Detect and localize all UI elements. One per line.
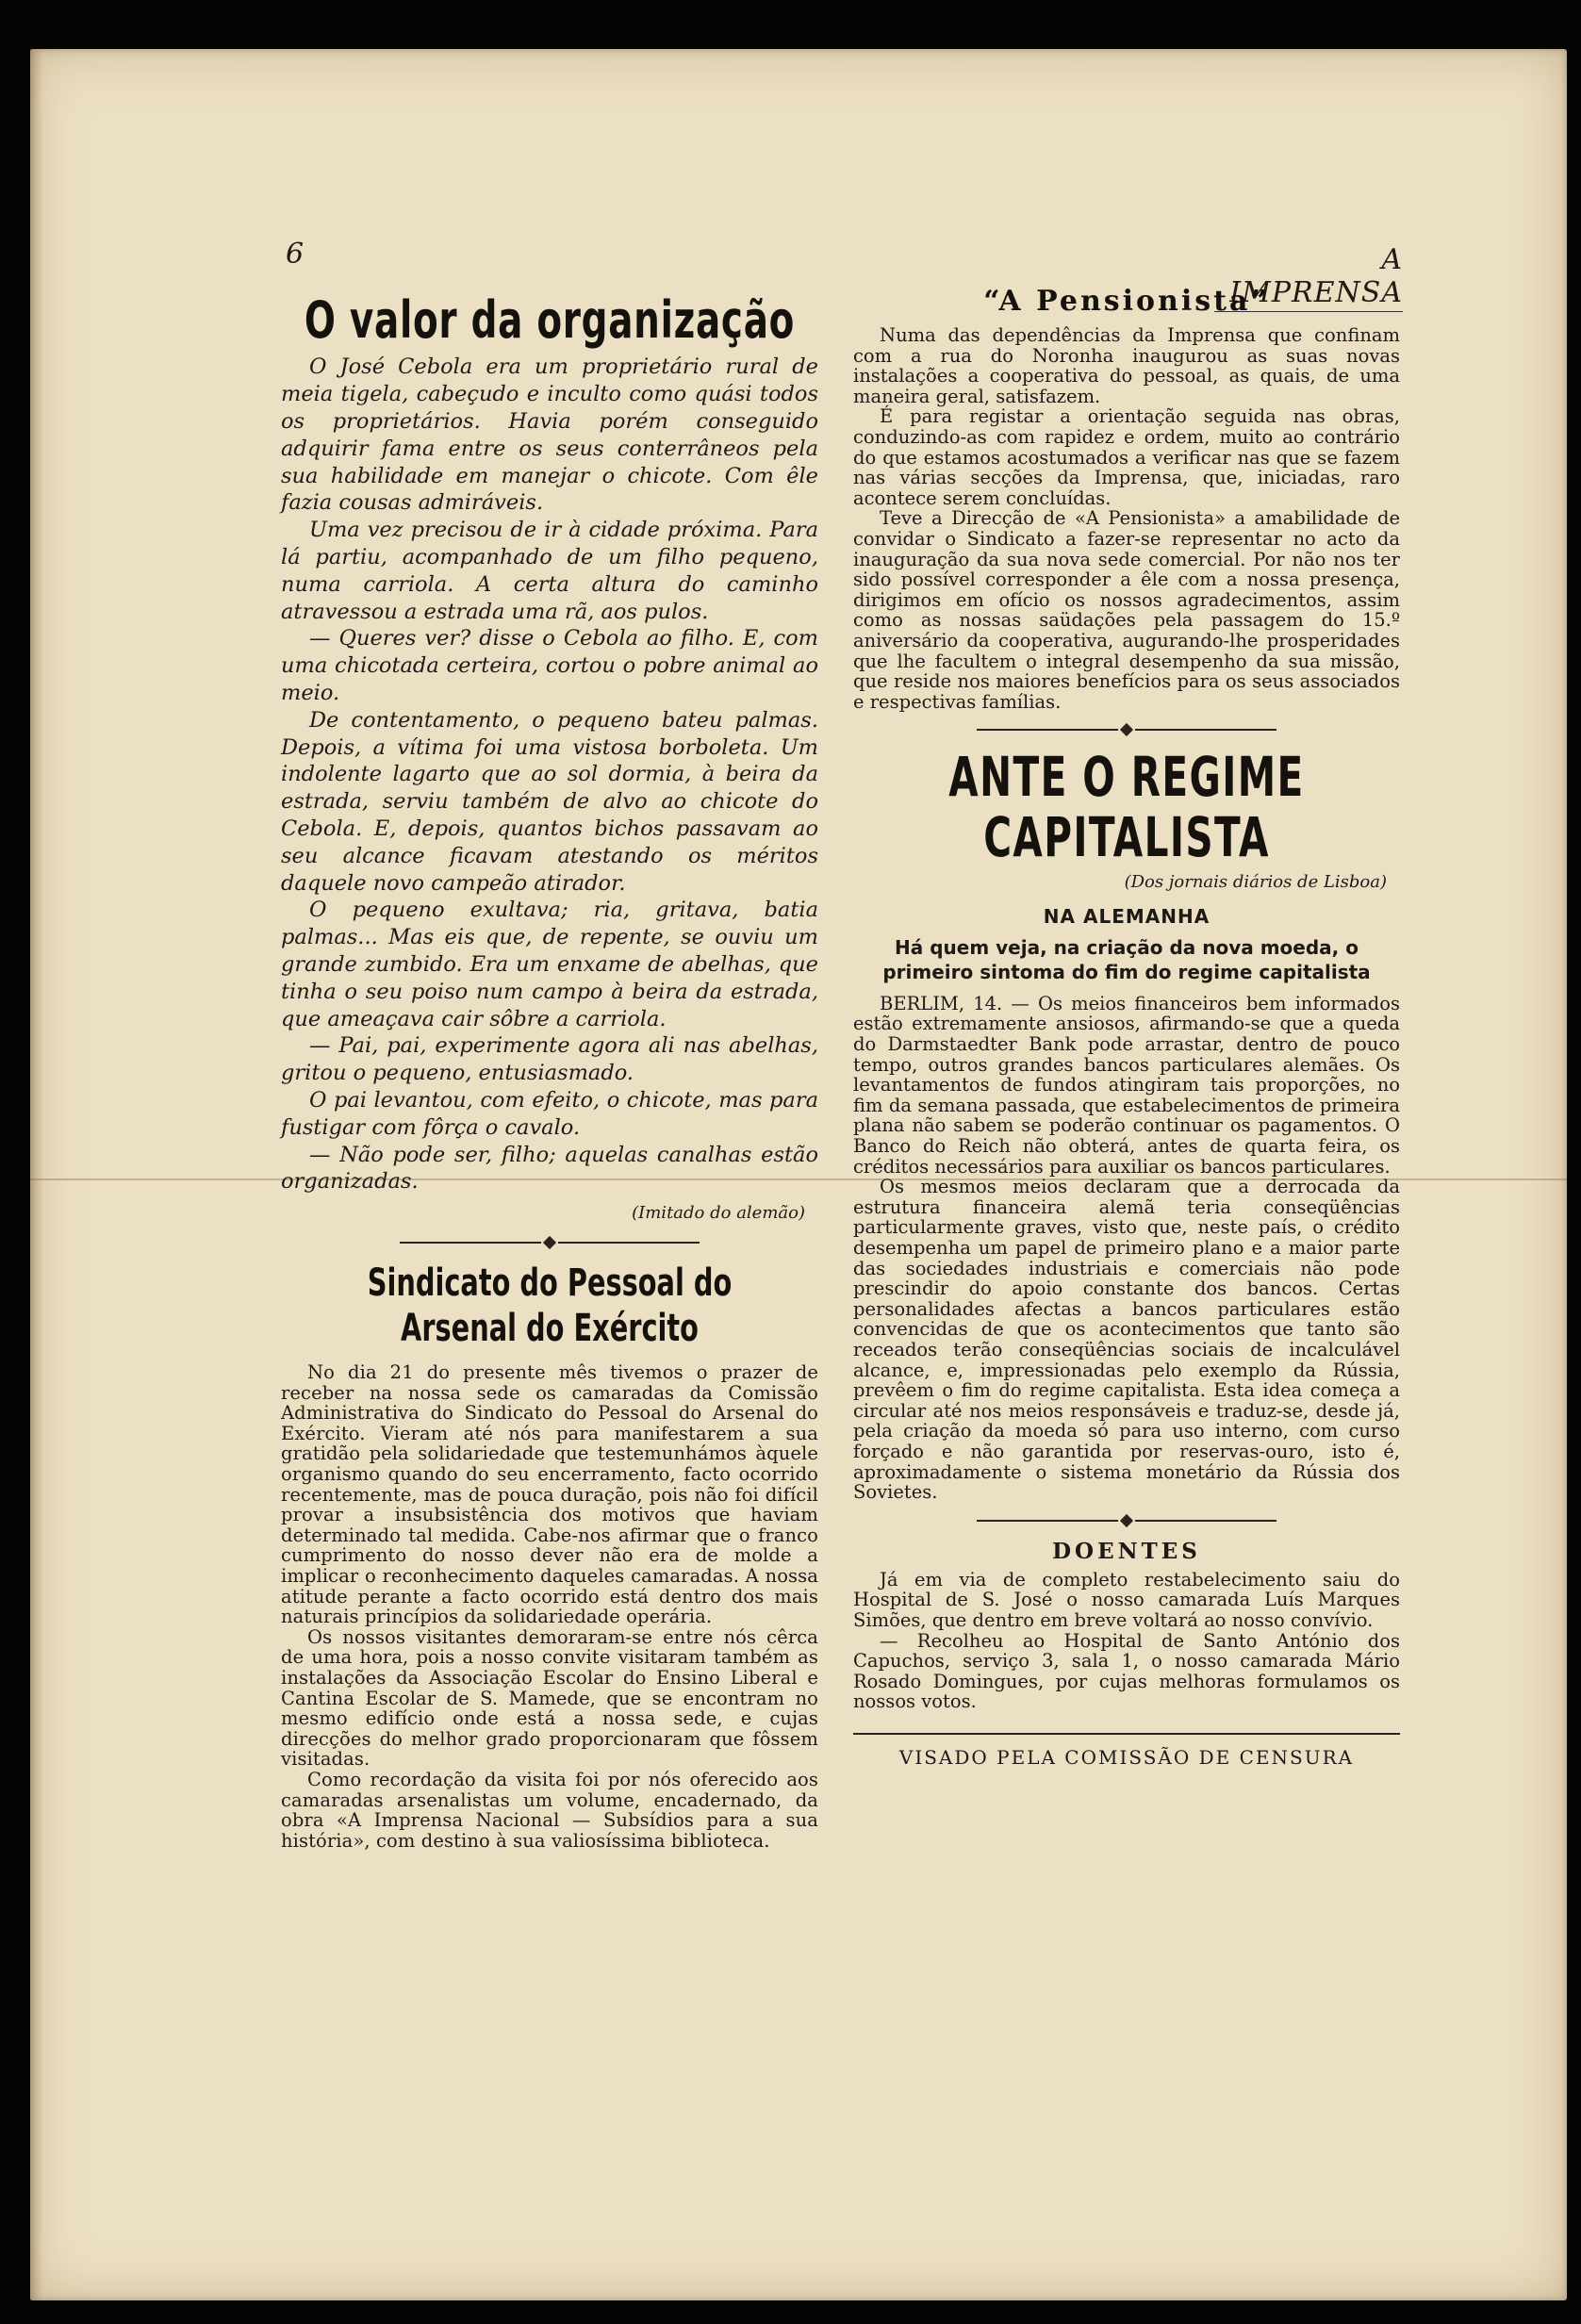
article-sindicato-title: Sindicato do Pessoal do Arsenal do Exército: [367, 1261, 733, 1351]
article-valor-paragraph: O José Cebola era um proprietário rural de meia tigela, cabeçudo e inculto como quási todos os proprietários. Havia porém conseguido adquirir fama entre os seus conterrâneos pela sua habilidade em manejar o chicote. Com êle fazia cousas admiráveis.: [281, 354, 818, 516]
article-valor-title: O valor da organização: [304, 290, 796, 350]
article-pensionista-paragraph: É para registar a orientação seguida nas obras, conduzindo-as com rapidez e ordem, muito ao contrário do que estamos acostumados a verificar nas que se fazem nas várias secções da Imprensa, que, iniciadas, raro acontece serem concluídas.: [853, 405, 1400, 509]
left-column: [281, 292, 818, 1851]
article-regime-source: (Dos jornais diários de Lisboa): [1124, 871, 1387, 892]
publication-title: A IMPRENSA: [1214, 243, 1403, 312]
right-column: [853, 285, 1400, 1769]
censorship-notice: VISADO PELA COMISSÃO DE CENSURA: [853, 1733, 1400, 1769]
article-valor-source: (Imitado do alemão): [632, 1203, 805, 1224]
article-valor-paragraph: O pai levantou, com efeito, o chicote, mas para fustigar com fôrça o cavalo.: [281, 1087, 818, 1140]
article-doentes-paragraph: — Recolheu ao Hospital de Santo António dos Capuchos, serviço 3, sala 1, o nosso camarada Mário Rosado Domingues, por cujas melhoras formulamos os nossos votos.: [853, 1629, 1400, 1713]
article-sindicato-paragraph: Como recordação da visita foi por nós oferecido aos camaradas arsenalistas um volume, encadernado, da obra «A Imprensa Nacional — Subsídios para a sua história», com destino à sua valiosíssima biblioteca.: [281, 1768, 818, 1852]
section-divider: [853, 1516, 1400, 1525]
article-regime-kicker: NA ALEMANHA: [1043, 904, 1210, 928]
article-sindicato-paragraph: Os nossos visitantes demoraram-se entre nós cêrca de uma hora, pois a nosso convite visitaram também as instalações da Associação Escolar do Ensino Liberal e Cantina Escolar de S. Mamede, que se encontram no mesmo edifício onde está a nossa sede, e cujas direcções do melhor grado proporcionaram que fôssem visitadas.: [281, 1625, 818, 1771]
section-divider: [853, 725, 1400, 734]
section-divider: [281, 1238, 818, 1247]
article-pensionista-paragraph: Teve a Direcção de «A Pensionista» a amabilidade de convidar o Sindicato a fazer-se representar no acto da inauguração da sua nova sede comercial. Por não nos ter sido possível corresponder a êle com a nossa presença, dirigimos em ofício os nossos agradecimentos, assim como as nossas saüdações pela passagem do 15.º aniversário da cooperativa, augurando-lhe prosperidades que lhe facultem o integral desempenho da sua missão, que reside nos maiores benefícios para os seus associados e respectivas famílias.: [853, 507, 1400, 713]
article-valor-paragraph: — Não pode ser, filho; aquelas canalhas estão organizadas.: [281, 1142, 818, 1195]
page-number: 6: [286, 238, 305, 271]
page-edge: [30, 49, 43, 2300]
article-pensionista-title: “A Pensionista”: [983, 285, 1270, 318]
article-regime-paragraph: Os mesmos meios declaram que a derrocada da estrutura financeira alemã teria conseqüências particularmente graves, visto que, neste país, o crédito desempenha um papel de primeiro plano e a maior parte das sociedades industriais e comerciais não pode prescindir do apoio constante dos bancos. Certas personalidades afectas a bancos particulares estão convencidas de que os acontecimentos que tanto são receados terão conseqüências sociais de incalculável alcance, e, impressionadas pelo exemplo da Rússia, prevêem o fim do regime capitalista. Esta idea começa a circular até nos meios responsáveis e traduz-se, desde já, pela criação da moeda só para uso interno, com curso forçado e não garantida por reservas-ouro, isto é, aproximadamente o sistema monetário da Rússia dos Sovietes.: [853, 1176, 1400, 1504]
article-valor-paragraph: — Queres ver? disse o Cebola ao filho. E, com uma chicotada certeira, cortou o pobre animal ao meio.: [281, 626, 818, 705]
article-doentes-paragraph: Já em via de completo restabelecimento saiu do Hospital de S. José o nosso camarada Luís Marques Simões, que dentro em breve voltará ao nosso convívio.: [853, 1568, 1400, 1631]
article-regime-subhead: Há quem veja, na criação da nova moeda, o primeiro sintoma do fim do regime capitalista: [882, 935, 1371, 983]
article-sindicato-paragraph: No dia 21 do presente mês tivemos o prazer de receber na nossa sede os camaradas da Comissão Administrativa do Sindicato do Pessoal do Arsenal do Exército. Vieram até nós para manifestarem a sua gratidão pela solidariedade que testemunhámos àquele organismo quando do seu encerramento, facto ocorrido recentemente, mas de pouca duração, pois não foi difícil provar a insubsistência dos motivos que haviam determinado tal medida. Cabe-nos afirmar que o franco cumprimento do nosso dever não era de molde a implicar o reconhecimento daqueles camaradas. A nossa atitude perante a facto ocorrido está dentro dos mais naturais princípios da solidariedade operária.: [281, 1361, 818, 1628]
article-valor-paragraph: De contentamento, o pequeno bateu palmas. Depois, a vítima foi uma vistosa borboleta. Um indolente lagarto que ao sol dormia, à beira da estrada, serviu também de alvo ao chicote do Cebola. E, depois, quantos bichos passavam ao seu alcance ficavam atestando os méritos daquele novo campeão atirador.: [281, 707, 818, 896]
article-doentes-title: DOENTES: [1052, 1538, 1201, 1564]
article-regime-paragraph: BERLIM, 14. — Os meios financeiros bem informados estão extremamente ansiosos, afirmando-se que a queda do Darmstaedter Bank pode arrastar, dentro de pouco tempo, outros grandes bancos particulares alemães. Os levantamentos de fundos atingiram tais proporções, no fim da semana passada, que estabelecimentos de primeira plana não sabem se poderão continuar os pagamentos. O Banco do Reich não obterá, antes de quarta feira, os créditos necessários para auxiliar os bancos particulares.: [853, 992, 1400, 1178]
article-regime-title: ANTE O REGIME CAPITALISTA: [948, 745, 1305, 870]
article-pensionista-paragraph: Numa das dependências da Imprensa que confinam com a rua do Noronha inaugurou as suas novas instalações a cooperativa do pessoal, as quais, de uma maneira geral, satisfazem.: [853, 324, 1400, 407]
article-valor-paragraph: — Pai, pai, experimente agora ali nas abelhas, gritou o pequeno, entusiasmado.: [281, 1033, 818, 1086]
article-valor-paragraph: O pequeno exultava; ria, gritava, batia palmas... Mas eis que, de repente, se ouviu um grande zumbido. Era um enxame de abelhas, que tinha o seu poiso num campo à beira da estrada, que ameaçava cair sôbre a carriola.: [281, 898, 818, 1031]
article-valor-paragraph: Uma vez precisou de ir à cidade próxima. Para lá partiu, acompanhado de um filho pequeno, numa carriola. A certa altura do caminho atravessou a estrada uma rã, aos pulos.: [281, 518, 818, 624]
